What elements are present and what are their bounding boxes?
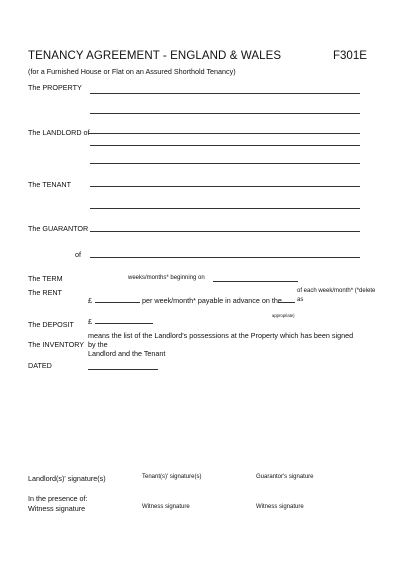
witness-signature-label-1: Witness signature bbox=[28, 504, 86, 513]
property-label: The PROPERTY bbox=[28, 83, 82, 92]
rent-per-text: per week/month* payable in advance on the bbox=[142, 296, 282, 305]
inventory-text-2: by the bbox=[88, 340, 108, 349]
tenant-line-2[interactable] bbox=[90, 208, 360, 209]
deposit-amount-line[interactable] bbox=[95, 323, 153, 324]
inventory-text-1: means the list of the Landlord's possessions at the Property which has been signed bbox=[88, 331, 354, 340]
landlord-line-2[interactable] bbox=[90, 145, 360, 146]
rent-label: The RENT bbox=[28, 288, 62, 297]
term-start-date-line[interactable] bbox=[213, 281, 298, 282]
dated-label: DATED bbox=[28, 361, 52, 370]
inventory-label: The INVENTORY bbox=[28, 340, 85, 349]
term-label: The TERM bbox=[28, 274, 63, 283]
dated-line[interactable] bbox=[88, 369, 158, 370]
guarantor-signature-label: Guarantor's signature bbox=[256, 474, 314, 480]
term-weeks-text: weeks/months* beginning on bbox=[128, 275, 205, 281]
guarantor-line[interactable] bbox=[90, 231, 360, 232]
landlord-label: The LANDLORD of bbox=[28, 128, 90, 137]
deposit-label: The DEPOSIT bbox=[28, 320, 74, 329]
rent-appropriate-text: appropriate) bbox=[272, 313, 295, 318]
rent-as-text: as bbox=[297, 297, 304, 303]
rent-currency: £ bbox=[88, 296, 92, 305]
witness-signature-label-3: Witness signature bbox=[256, 504, 304, 510]
landlord-line-3[interactable] bbox=[90, 163, 360, 164]
landlord-signature-label: Landlord(s)' signature(s) bbox=[28, 474, 106, 483]
rent-day-line[interactable] bbox=[278, 302, 295, 303]
guarantor-label: The GUARANTOR bbox=[28, 224, 89, 233]
rent-of-each-text: of each week/month* (*delete bbox=[297, 288, 376, 294]
property-line-2[interactable] bbox=[90, 113, 360, 114]
inventory-text-3: Landlord and the Tenant bbox=[88, 349, 166, 358]
landlord-line-1[interactable] bbox=[88, 133, 360, 134]
tenant-signature-label: Tenant(s)' signature(s) bbox=[142, 474, 202, 480]
guarantor-address-line[interactable] bbox=[90, 257, 360, 258]
tenant-line-1[interactable] bbox=[90, 186, 360, 187]
rent-amount-line[interactable] bbox=[95, 302, 140, 303]
document-subtitle: (for a Furnished House or Flat on an Assured Shorthold Tenancy) bbox=[28, 67, 236, 76]
deposit-currency: £ bbox=[88, 317, 92, 326]
document-title: TENANCY AGREEMENT - ENGLAND & WALES bbox=[28, 50, 282, 62]
witness-signature-label-2: Witness signature bbox=[142, 504, 190, 510]
form-code: F301E bbox=[333, 50, 367, 62]
tenant-label: The TENANT bbox=[28, 180, 72, 189]
property-line-1[interactable] bbox=[90, 93, 360, 94]
presence-label: In the presence of: bbox=[28, 494, 88, 503]
guarantor-of-label: of bbox=[75, 250, 81, 259]
